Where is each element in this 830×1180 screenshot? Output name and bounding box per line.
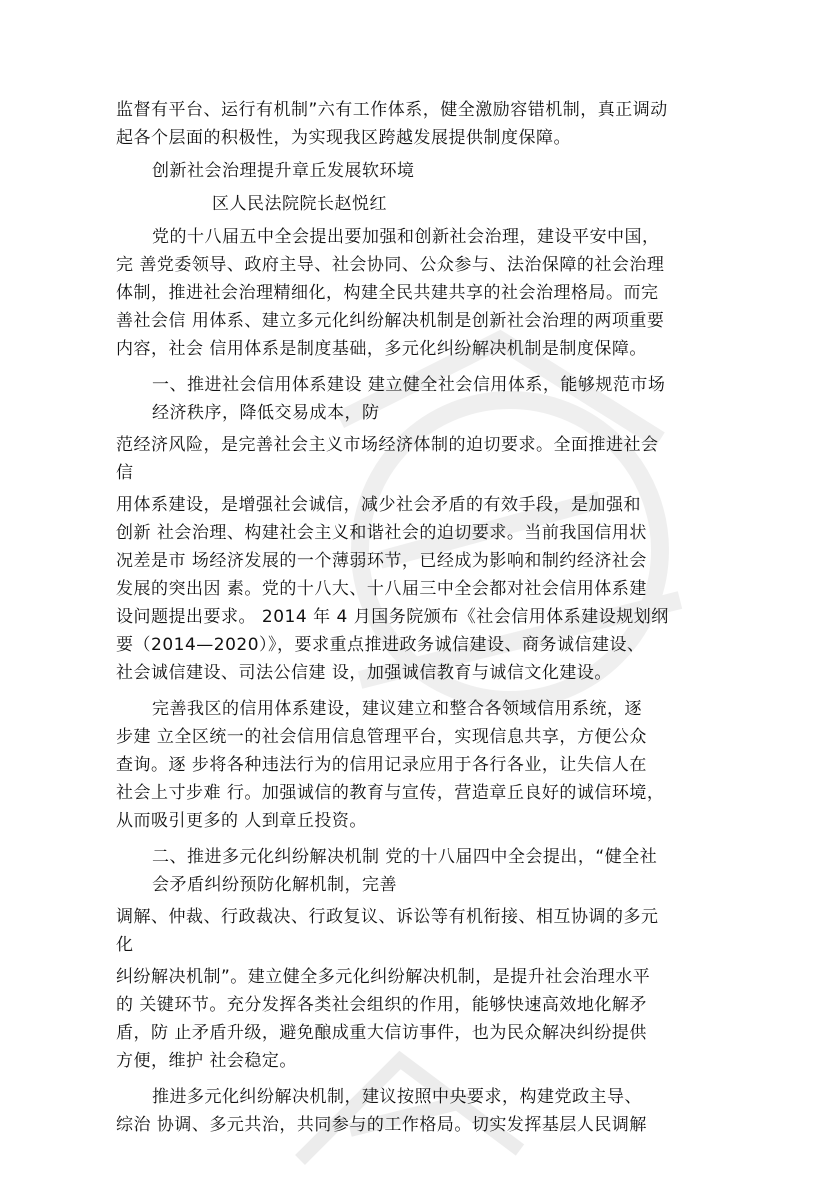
paragraph-line: 范经济风险，是完善社会主义市场经济体制的迫切要求。全面推进社会 xyxy=(116,435,659,455)
paragraph-line: 化 xyxy=(116,935,134,955)
paragraph-line: 的 关键环节。充分发挥各类社会组织的作用，能够快速高效地化解矛 xyxy=(116,995,647,1015)
paragraph-line: 会矛盾纠纷预防化解机制，完善 xyxy=(152,875,397,895)
paragraph-line: 社会上寸步难 行。加强诚信的教育与宣传，营造章丘良好的诚信环境， xyxy=(116,783,665,803)
paragraph-line: 经济秩序，降低交易成本，防 xyxy=(152,403,380,423)
paragraph-line: 体制，推进社会治理精细化，构建全民共建共享的社会治理格局。而完 xyxy=(116,283,659,303)
paragraph-line: 盾，防 止矛盾升级，避免酿成重大信访事件，也为民众解决纠纷提供 xyxy=(116,1023,647,1043)
paragraph-line: 调解、仲裁、行政裁决、行政复议、诉讼等有机衔接、相互协调的多元 xyxy=(116,907,659,927)
section-heading-2: 二、推进多元化纠纷解决机制 党的十八届四中全会提出，“健全社 xyxy=(152,847,658,867)
paragraph-line: 发展的突出因 素。党的十八大、十八届三中全会都对社会信用体系建 xyxy=(116,579,647,599)
paragraph-line: 况差是市 场经济发展的一个薄弱环节，已经成为影响和制约经济社会 xyxy=(116,551,647,571)
paragraph-line: 步建 立全区统一的社会信用信息管理平台，实现信息共享，方便公众 xyxy=(116,727,647,747)
paragraph-line: 纠纷解决机制”。建立健全多元化纠纷解决机制，是提升社会治理水平 xyxy=(116,967,651,987)
paragraph-line: 推进多元化纠纷解决机制，建议按照中央要求，构建党政主导、 xyxy=(152,1087,642,1107)
paragraph-line: 信 xyxy=(116,463,134,483)
article-author: 区人民法院院长赵悦红 xyxy=(212,194,387,214)
paragraph-line: 内容，社会 信用体系是制度基础，多元化纠纷解决机制是制度保障。 xyxy=(116,339,647,359)
paragraph-line: 综治 协调、多元共治，共同参与的工作格局。切实发挥基层人民调解 xyxy=(116,1115,647,1135)
article-title: 创新社会治理提升章丘发展软环境 xyxy=(152,161,415,181)
paragraph-line: 要（2014—2020）》，要求重点推进政务诚信建设、商务诚信建设、 xyxy=(116,635,645,655)
text-line: 监督有平台、运行有机制”六有工作体系，健全激励容错机制，真正调动 xyxy=(116,100,668,120)
paragraph-line: 党的十八届五中全会提出要加强和创新社会治理，建设平安中国， xyxy=(152,227,660,247)
document-body xyxy=(116,96,736,1139)
paragraph-line: 设问题提出要求。 2014 年 4 月国务院颁布《社会信用体系建设规划纲 xyxy=(116,607,669,627)
paragraph-line: 善社会信 用体系、建立多元化纠纷解决机制是创新社会治理的两项重要 xyxy=(116,311,665,331)
paragraph-line: 从而吸引更多的 人到章丘投资。 xyxy=(116,811,367,831)
paragraph-line: 完善我区的信用体系建设，建议建立和整合各领域信用系统，逐 xyxy=(152,699,642,719)
paragraph-line: 创新 社会治理、构建社会主义和谐社会的迫切要求。当前我国信用状 xyxy=(116,523,647,543)
section-heading-1: 一、推进社会信用体系建设 建立健全社会信用体系，能够规范市场 xyxy=(152,375,666,395)
paragraph-line: 用体系建设，是增强社会诚信，减少社会矛盾的有效手段，是加强和 xyxy=(116,495,641,515)
paragraph-line: 方便，维护 社会稳定。 xyxy=(116,1051,297,1071)
paragraph-line: 查询。逐 步将各种违法行为的信用记录应用于各行各业，让失信人在 xyxy=(116,755,647,775)
paragraph-line: 完 善党委领导、政府主导、社会协同、公众参与、法治保障的社会治理 xyxy=(116,255,665,275)
paragraph-line: 社会诚信建设、司法公信建 设，加强诚信教育与诚信文化建设。 xyxy=(116,663,612,683)
text-line: 起各个层面的积极性，为实现我区跨越发展提供制度保障。 xyxy=(116,128,571,148)
